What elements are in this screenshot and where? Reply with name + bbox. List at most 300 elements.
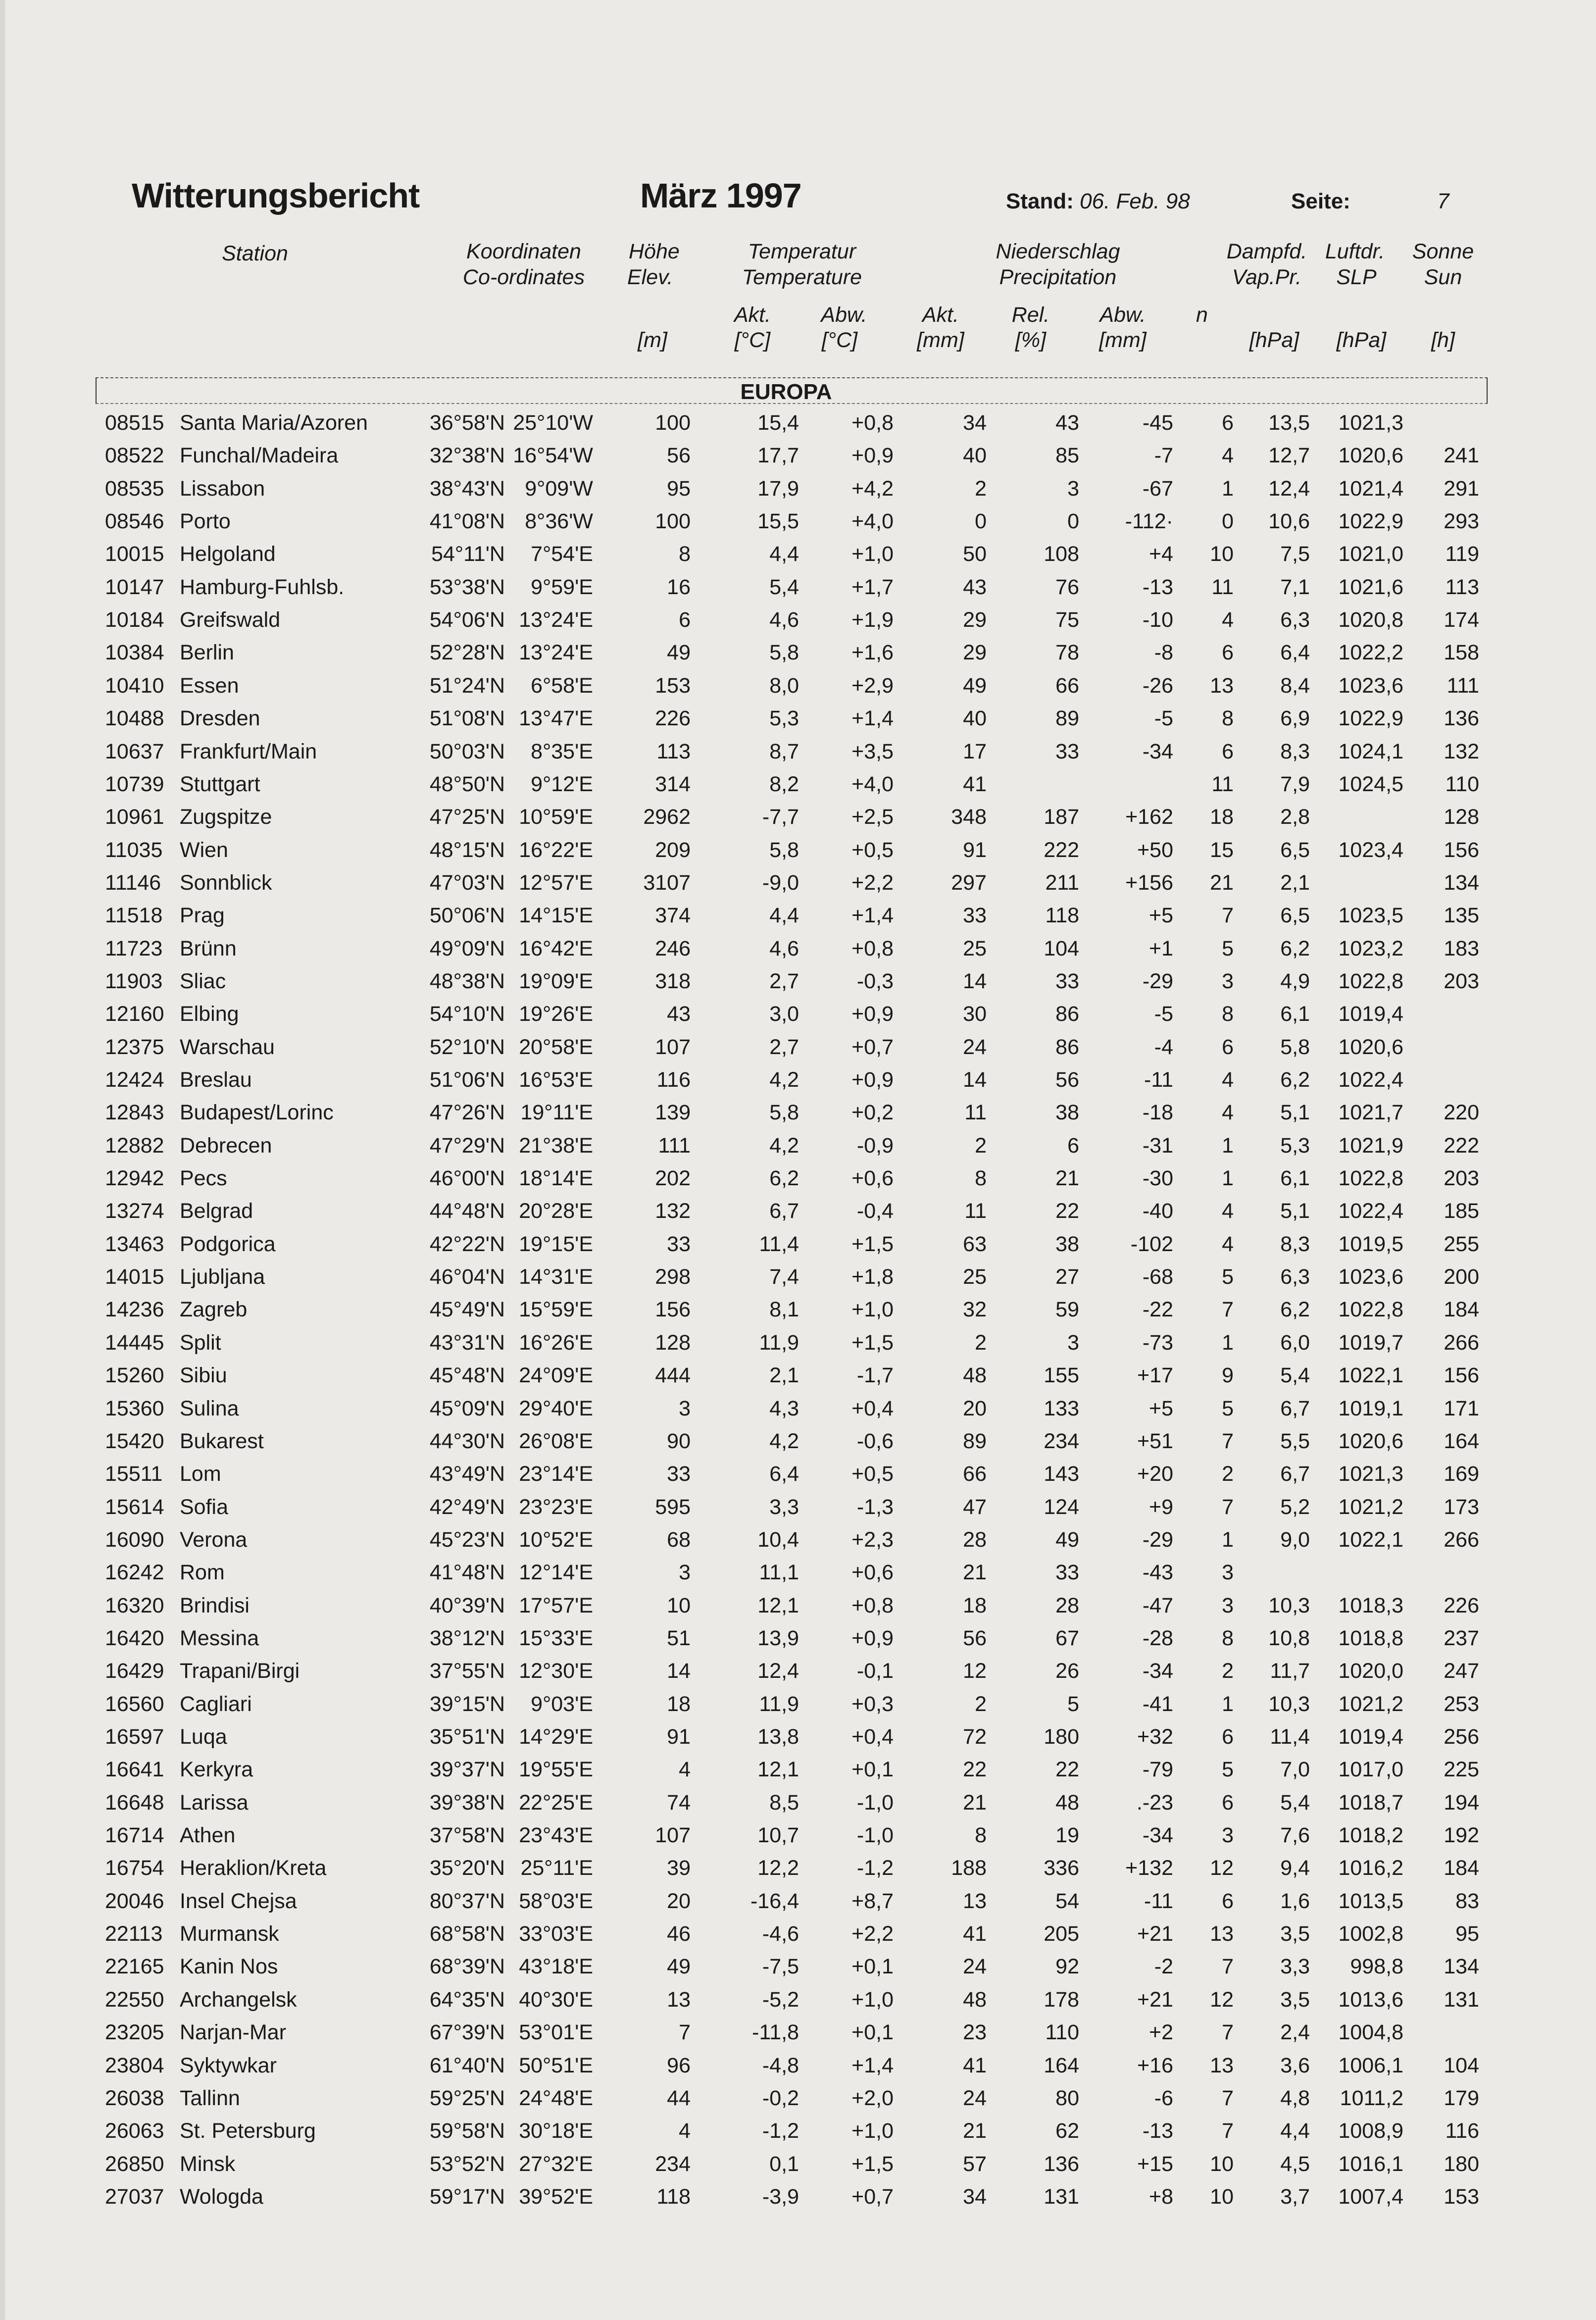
sub-rel-precip: Rel. [1011,303,1050,327]
station-id: 16597 [105,1725,164,1749]
precip-deviation: -7 [1154,444,1173,468]
precip-deviation: +2 [1148,2020,1173,2045]
latitude: 40°39'N [429,1593,505,1617]
elevation: 128 [655,1330,691,1355]
elevation: 4 [679,1758,691,1782]
col-sonne-en: Sun [1424,265,1462,289]
precip-days: 4 [1222,608,1234,632]
temp-deviation: -1,7 [856,1363,894,1388]
temp-deviation: +1,9 [851,608,894,632]
sunshine: 237 [1444,1626,1479,1650]
longitude: 14°15'E [519,904,593,928]
temp-actual: 10,4 [757,1527,799,1552]
precip-days: 13 [1210,673,1234,698]
temp-actual: 8,2 [769,772,799,796]
precip-deviation: -34 [1142,1659,1173,1683]
elevation: 18 [667,1692,691,1716]
report-title: Witterungsbericht [132,176,420,215]
temp-deviation: +0,4 [851,1396,894,1420]
sea-level-pressure: 1013,5 [1338,1889,1403,1913]
precip-relative: 92 [1055,1955,1079,1979]
latitude: 47°03'N [429,870,505,895]
sea-level-pressure: 1022,1 [1338,1527,1403,1552]
elevation: 6 [679,608,691,632]
longitude: 19°15'E [519,1232,593,1256]
elevation: 202 [655,1166,691,1191]
temp-actual: 4,4 [769,542,799,566]
longitude: 21°38'E [519,1133,593,1158]
sunshine: 136 [1444,706,1479,731]
precip-deviation: +8 [1148,2184,1173,2209]
precip-deviation: -13 [1142,2119,1173,2143]
temp-actual: 11,9 [759,1692,799,1716]
precip-actual: 32 [963,1298,987,1322]
precip-actual: 21 [963,1790,987,1815]
precip-deviation: +32 [1137,1725,1173,1749]
elevation: 139 [655,1101,691,1125]
precip-actual: 43 [963,575,987,599]
station-id: 15511 [105,1462,163,1486]
sea-level-pressure: 1020,8 [1338,608,1403,632]
precip-days: 11 [1211,575,1234,599]
precip-actual: 28 [963,1527,987,1552]
table-row [5,904,1596,933]
precip-deviation: -30 [1142,1166,1173,1191]
latitude: 39°38'N [429,1790,505,1815]
sunshine: 194 [1444,1790,1479,1815]
longitude: 9°12'E [531,772,593,796]
vapour-pressure: 6,5 [1280,904,1310,928]
precip-actual: 11 [964,1199,987,1223]
precip-days: 6 [1222,411,1234,435]
elevation: 156 [655,1298,691,1322]
longitude: 18°14'E [519,1166,593,1191]
vapour-pressure: 6,3 [1280,608,1310,632]
latitude: 67°39'N [429,2020,505,2045]
station-name: Elbing [180,1002,239,1026]
precip-actual: 33 [963,904,987,928]
unit-m: [m] [638,328,667,352]
precip-actual: 14 [963,1068,987,1092]
station-id: 08546 [105,509,164,534]
longitude: 13°47'E [519,706,593,731]
unit-c-abw: [°C] [821,328,858,352]
col-luft-de: Luftdr. [1325,240,1385,263]
longitude: 13°24'E [519,608,593,632]
longitude: 14°29'E [519,1725,593,1749]
precip-deviation: +16 [1137,2053,1173,2077]
sea-level-pressure: 1020,0 [1338,1659,1403,1683]
sea-level-pressure: 1021,2 [1338,1495,1403,1519]
elevation: 16 [667,575,691,599]
temp-deviation: +0,9 [851,444,894,468]
sea-level-pressure: 1002,8 [1338,1922,1403,1946]
precip-deviation: +9 [1148,1495,1173,1519]
precip-days: 3 [1222,1823,1234,1848]
precip-relative: 5 [1067,1692,1079,1716]
sea-level-pressure: 1021,9 [1338,1133,1403,1158]
vapour-pressure: 6,4 [1280,641,1310,665]
precip-actual: 0 [975,509,987,534]
station-name: Murmansk [180,1922,279,1946]
station-name: Brindisi [180,1593,249,1617]
station-id: 16648 [105,1790,164,1815]
seite-value: 7 [1437,189,1449,213]
stand-info [1006,189,1190,214]
elevation: 14 [667,1659,691,1683]
station-name: Heraklion/Kreta [180,1856,327,1880]
precip-actual: 50 [963,542,987,566]
precip-deviation: .-23 [1136,1790,1173,1815]
temp-deviation: -1,2 [856,1856,894,1880]
table-row [5,1397,1596,1426]
precip-days: 7 [1222,1298,1234,1322]
sea-level-pressure: 1021,0 [1338,542,1403,566]
sunshine: 220 [1444,1101,1479,1125]
precip-deviation: -29 [1142,1527,1173,1552]
elevation: 44 [667,2086,691,2110]
station-id: 10147 [105,575,164,599]
latitude: 47°26'N [429,1101,505,1125]
vapour-pressure: 12,4 [1268,476,1310,501]
sea-level-pressure: 1022,9 [1338,706,1403,731]
precip-days: 10 [1210,2184,1234,2209]
temp-actual: 3,3 [769,1495,799,1519]
sunshine: 104 [1444,2053,1479,2077]
sea-level-pressure: 1019,7 [1338,1330,1403,1355]
elevation: 118 [656,2184,691,2209]
sunshine: 156 [1444,1363,1479,1388]
station-name: Breslau [180,1068,252,1092]
longitude: 12°14'E [519,1561,593,1585]
elevation: 111 [658,1133,691,1158]
vapour-pressure: 8,3 [1280,1232,1310,1256]
sub-akt-temp: Akt. [734,303,771,327]
table-row [5,575,1596,605]
table-row [5,1758,1596,1787]
precip-days: 6 [1222,1790,1234,1815]
sea-level-pressure: 1023,5 [1338,904,1403,928]
temp-actual: 10,7 [757,1823,799,1848]
precip-relative: 43 [1055,411,1079,435]
col-luft-en: SLP [1336,265,1377,289]
precip-deviation: -11 [1144,1889,1173,1913]
precip-relative: 75 [1055,608,1079,632]
elevation: 20 [667,1889,691,1913]
precip-deviation: -41 [1142,1692,1173,1716]
sub-n: n [1196,303,1208,327]
sunshine: 134 [1444,1955,1479,1979]
precip-days: 18 [1210,805,1234,829]
station-id: 26038 [105,2086,164,2110]
precip-days: 21 [1210,870,1234,895]
station-id: 10488 [105,706,164,731]
sunshine: 185 [1444,1199,1479,1223]
station-name: Sliac [180,969,226,993]
precip-days: 5 [1222,936,1234,960]
precip-days: 6 [1222,1889,1234,1913]
temp-actual: -4,6 [762,1922,799,1946]
vapour-pressure: 10,6 [1268,509,1310,534]
sunshine: 247 [1444,1659,1479,1683]
precip-days: 6 [1222,641,1234,665]
longitude: 25°11'E [520,1856,593,1880]
temp-deviation: +1,5 [851,1330,894,1355]
sea-level-pressure: 1018,2 [1338,1823,1403,1848]
precip-actual: 14 [963,969,987,993]
latitude: 51°06'N [429,1068,505,1092]
station-name: Sofia [180,1495,229,1519]
longitude: 10°59'E [519,805,593,829]
table-row [5,2119,1596,2149]
elevation: 113 [656,739,691,763]
precip-actual: 72 [963,1725,987,1749]
temp-actual: 4,4 [769,904,799,928]
precip-deviation: -102 [1130,1232,1173,1256]
table-row [5,937,1596,966]
table-row [5,1035,1596,1065]
col-hoehe-de: Höhe [629,240,680,263]
sunshine: 171 [1444,1396,1479,1420]
latitude: 41°08'N [429,509,505,534]
sunshine: 266 [1444,1527,1479,1552]
latitude: 45°48'N [429,1363,505,1388]
precip-deviation: -40 [1142,1199,1173,1223]
latitude: 54°11'N [431,542,505,566]
station-id: 16641 [105,1758,164,1782]
elevation: 298 [655,1265,691,1289]
vapour-pressure: 8,4 [1280,673,1310,698]
precip-days: 7 [1222,1429,1234,1453]
temp-actual: 2,7 [769,969,799,993]
latitude: 46°04'N [429,1265,505,1289]
station-id: 12942 [105,1166,164,1191]
precip-deviation: -112· [1125,509,1173,534]
elevation: 10 [667,1593,691,1617]
station-name: Prag [180,904,225,928]
longitude: 16°42'E [519,936,593,960]
precip-relative: 62 [1055,2119,1079,2143]
precip-relative: 19 [1055,1823,1079,1848]
latitude: 43°31'N [429,1330,505,1355]
station-name: Ljubljana [180,1265,265,1289]
elevation: 46 [667,1922,691,1946]
precip-deviation: -45 [1142,411,1173,435]
station-id: 22550 [105,1987,164,2012]
precip-actual: 12 [963,1659,987,1683]
vapour-pressure: 2,1 [1280,870,1310,895]
latitude: 61°40'N [429,2053,505,2077]
precip-relative: 80 [1055,2086,1079,2110]
precip-relative: 78 [1055,641,1079,665]
vapour-pressure: 2,8 [1280,805,1310,829]
table-row [5,1298,1596,1327]
elevation: 43 [667,1002,691,1026]
table-row [5,1068,1596,1098]
precip-days: 1 [1222,1330,1234,1355]
precip-days: 8 [1222,1002,1234,1026]
vapour-pressure: 10,3 [1268,1692,1310,1716]
vapour-pressure: 6,2 [1280,1068,1310,1092]
precip-deviation: -18 [1142,1101,1173,1125]
sunshine: 293 [1444,509,1479,534]
precip-deviation: +162 [1125,805,1173,829]
temp-deviation: +0,8 [851,936,894,960]
temp-actual: 4,6 [769,936,799,960]
longitude: 24°48'E [519,2086,593,2110]
table-row [5,1166,1596,1196]
col-temp-de: Temperatur [748,240,856,263]
vapour-pressure: 5,1 [1280,1199,1310,1223]
temp-deviation: +0,7 [851,2184,894,2209]
precip-days: 6 [1222,1035,1234,1059]
sunshine: 222 [1444,1133,1479,1158]
precip-deviation: +132 [1125,1856,1173,1880]
station-name: St. Petersburg [180,2119,316,2143]
table-row [5,1988,1596,2017]
precip-actual: 11 [964,1101,987,1125]
precip-actual: 63 [963,1232,987,1256]
temp-actual: 0,1 [769,2152,799,2176]
temp-actual: -16,4 [750,1889,799,1913]
latitude: 47°25'N [429,805,505,829]
station-id: 11518 [105,904,163,928]
precip-days: 4 [1222,444,1234,468]
precip-actual: 23 [963,2020,987,2045]
vapour-pressure: 9,0 [1280,1527,1310,1552]
sea-level-pressure: 1019,4 [1338,1725,1403,1749]
vapour-pressure: 6,3 [1280,1265,1310,1289]
temp-actual: 6,2 [769,1166,799,1191]
vapour-pressure: 4,4 [1280,2119,1310,2143]
station-id: 12160 [105,1002,164,1026]
precip-relative: 33 [1055,739,1079,763]
temp-deviation: +1,0 [851,542,894,566]
sea-level-pressure: 1022,1 [1338,1363,1403,1388]
latitude: 39°15'N [429,1692,505,1716]
precip-relative: 131 [1044,2184,1079,2209]
precip-days: 7 [1222,1495,1234,1519]
sunshine: 180 [1444,2152,1479,2176]
precip-days: 6 [1222,1725,1234,1749]
sea-level-pressure: 1017,0 [1338,1758,1403,1782]
precip-relative: 3 [1067,1330,1079,1355]
latitude: 46°00'N [429,1166,505,1191]
temp-actual: 4,3 [769,1396,799,1420]
precip-relative: 22 [1055,1758,1079,1782]
sea-level-pressure: 1021,3 [1338,1462,1403,1486]
precip-actual: 40 [963,706,987,731]
vapour-pressure: 4,5 [1280,2152,1310,2176]
station-id: 10410 [105,673,164,698]
stand-label: Stand: [1006,189,1074,213]
vapour-pressure: 2,4 [1280,2020,1310,2045]
elevation: 90 [667,1429,691,1453]
longitude: 19°26'E [519,1002,593,1026]
precip-relative: 205 [1044,1922,1079,1946]
precip-deviation: +5 [1148,904,1173,928]
col-hoehe-en: Elev. [627,265,673,289]
longitude: 58°03'E [519,1889,593,1913]
precip-days: 1 [1222,476,1234,501]
table-row [5,1561,1596,1590]
station-name: Cagliari [180,1692,252,1716]
sunshine: 134 [1444,870,1479,895]
elevation: 3107 [643,870,691,895]
precip-deviation: -4 [1154,1035,1173,1059]
latitude: 52°10'N [429,1035,505,1059]
temp-deviation: +1,0 [851,1987,894,2012]
sea-level-pressure: 1022,8 [1338,1166,1403,1191]
precip-relative: 110 [1045,2020,1079,2045]
vapour-pressure: 6,2 [1280,936,1310,960]
sunshine: 192 [1444,1823,1479,1848]
table-row [5,674,1596,704]
station-name: Funchal/Madeira [180,444,339,468]
latitude: 68°58'N [429,1922,505,1946]
col-temp-en: Temperature [742,265,862,289]
precip-deviation: +20 [1137,1462,1173,1486]
station-id: 26850 [105,2152,164,2176]
sea-level-pressure: 1013,6 [1338,1987,1403,2012]
vapour-pressure: 5,4 [1280,1363,1310,1388]
station-name: Minsk [180,2152,236,2176]
precip-actual: 24 [963,2086,987,2110]
vapour-pressure: 12,7 [1268,444,1310,468]
sunshine: 241 [1444,444,1479,468]
sunshine: 169 [1444,1462,1479,1486]
elevation: 33 [667,1462,691,1486]
sea-level-pressure: 1018,3 [1338,1593,1403,1617]
sea-level-pressure: 1022,4 [1338,1199,1403,1223]
longitude: 22°25'E [519,1790,593,1815]
unit-hpa-vap: [hPa] [1249,328,1299,352]
station-name: Split [180,1330,221,1355]
longitude: 26°08'E [519,1429,593,1453]
station-id: 13274 [105,1199,164,1223]
temp-deviation: +4,0 [851,509,894,534]
vapour-pressure: 6,5 [1280,838,1310,862]
precip-relative: 180 [1044,1725,1079,1749]
sunshine: 225 [1444,1758,1479,1782]
longitude: 16°22'E [519,838,593,862]
temp-deviation: +0,3 [851,1692,894,1716]
elevation: 95 [667,476,691,501]
precip-relative: 336 [1044,1856,1079,1880]
temp-deviation: -0,4 [856,1199,894,1223]
station-id: 12424 [105,1068,164,1092]
precip-days: 4 [1222,1068,1234,1092]
elevation: 3 [679,1561,691,1585]
vapour-pressure: 7,9 [1280,772,1310,796]
station-id: 10184 [105,608,164,632]
sea-level-pressure: 1018,8 [1338,1626,1403,1650]
table-row [5,1791,1596,1820]
unit-hpa-slp: [hPa] [1336,328,1387,352]
precip-relative: 33 [1055,969,1079,993]
sea-level-pressure: 1020,6 [1338,444,1403,468]
temp-deviation: +0,7 [851,1035,894,1059]
temp-deviation: +1,8 [851,1265,894,1289]
station-id: 08535 [105,476,164,501]
latitude: 54°10'N [429,1002,505,1026]
table-row [5,641,1596,670]
sunshine: 119 [1445,542,1479,566]
temp-deviation: +0,5 [851,1462,894,1486]
temp-actual: -11,8 [752,2020,799,2045]
vapour-pressure: 9,4 [1280,1856,1310,1880]
unit-mm-abw: [mm] [1099,328,1147,352]
